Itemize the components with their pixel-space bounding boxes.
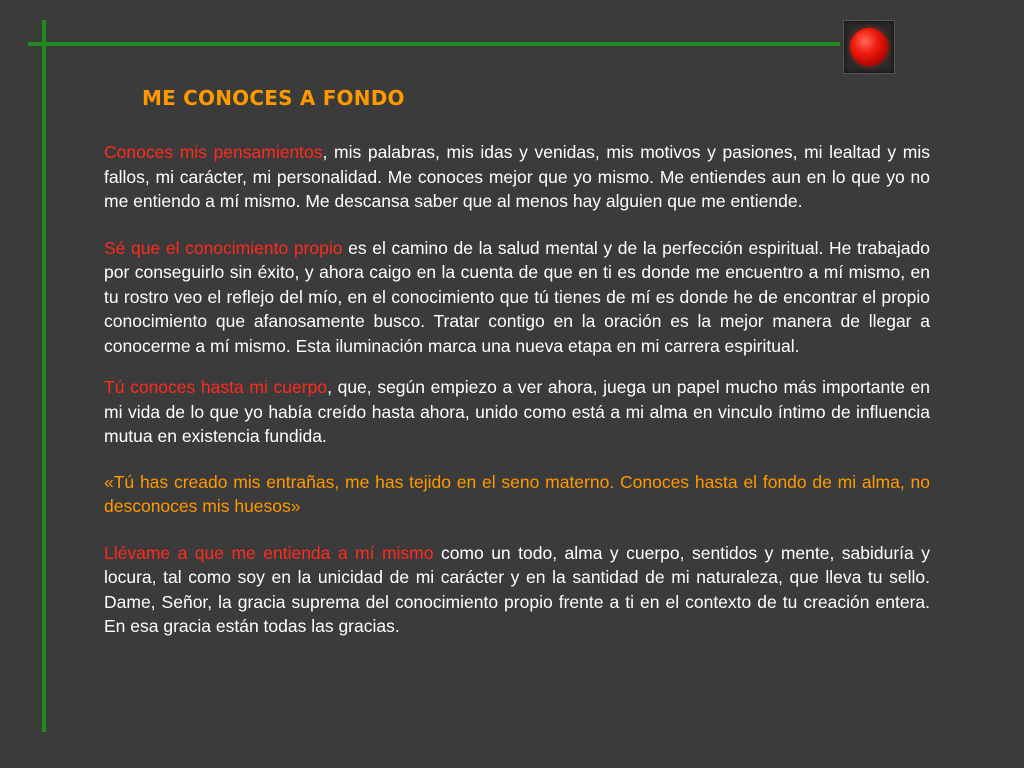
paragraph-highlight: Sé que el conocimiento propio [104, 237, 343, 258]
paragraph-quote [104, 470, 930, 519]
paragraph-highlight: Conoces mis pensamientos [104, 142, 323, 162]
paragraph-text: como un todo, alma y cuerpo, sentidos y mente, sabiduría y locura, tal como soy en la unicidad de mi carácter y en la santidad de mi naturaleza, que lleva tu sello. Dame, Señor, la gracia suprema del conocimiento propio frente a ti en el contexto de tu creación entera. En esa gracia están todas las gracias. [104, 542, 930, 636]
frame-vertical-line [42, 20, 46, 732]
slide-title: ME CONOCES A FONDO [142, 86, 405, 110]
paragraph-text: es el camino de la salud mental y de la perfección espiritual. He trabajado por conseguirlo sin éxito, y ahora caigo en la cuenta de que en ti es donde me encuentro a mí mismo, en tu rostro veo el reflejo del mío, en el conocimiento que tú tienes de mí es donde he de encontrar el propio conocimiento que afanosamente busco. Tratar contigo en la oración es la mejor manera de llegar a conocerme a mí mismo. Esta iluminación marca una nueva etapa en mi carrera espiritual. [104, 237, 930, 356]
paragraph-llevame [104, 541, 930, 639]
psalm-quote: «Tú has creado mis entrañas, me has tejido en el seno materno. Conoces hasta el fondo de mi alma, no desconoces mis huesos» [104, 471, 930, 516]
frame-horizontal-line [28, 42, 840, 46]
paragraph-pensamientos [104, 140, 930, 214]
paragraph-text: , mis palabras, mis idas y venidas, mis motivos y pasiones, mi lealtad y mis fallos, mi carácter, mi personalidad. Me conoces mejor que yo mismo. Me entiendes aun en lo que yo no me entiendo a mí mismo. Me descansa saber que al menos hay alguien que me entiende. [104, 142, 930, 211]
slide-content [104, 140, 930, 639]
record-button[interactable] [843, 20, 895, 74]
paragraph-conocimiento-propio [104, 236, 930, 359]
record-icon [850, 28, 888, 66]
paragraph-highlight: Llévame a que me entienda a mí mismo [104, 542, 434, 563]
paragraph-cuerpo [104, 375, 930, 449]
paragraph-text: , que, según empiezo a ver ahora, juega un papel mucho más importante en mi vida de lo que yo había creído hasta ahora, unido como está a mi alma en vinculo íntimo de influencia mutua en existencia fundida. [104, 377, 930, 446]
paragraph-highlight: Tú conoces hasta mi cuerpo [104, 377, 328, 397]
